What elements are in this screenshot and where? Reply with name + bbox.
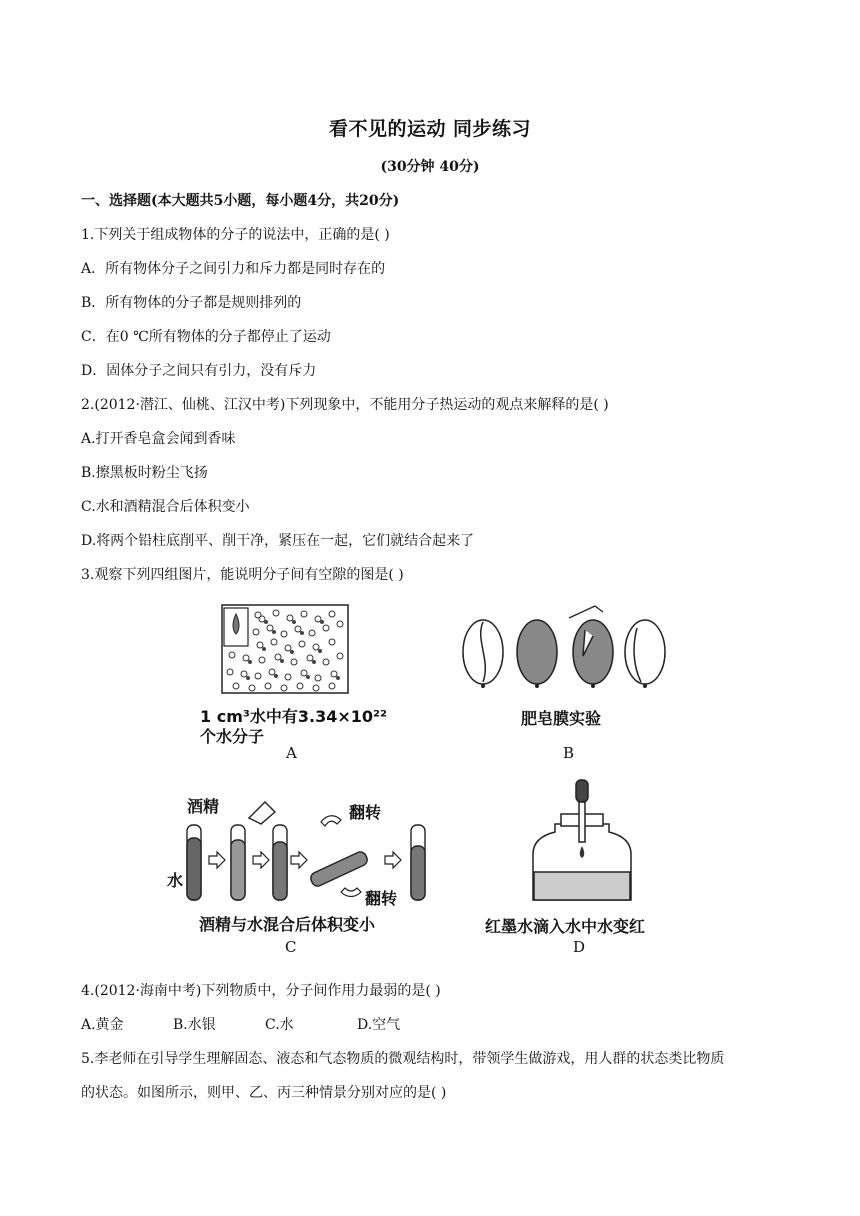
figure-c-letter: C — [285, 938, 297, 956]
q5-stem-line2: 的状态。如图所示，则甲、乙、丙三种情景分别对应的是( ) — [81, 1085, 447, 1101]
q4-stem: 4.(2012·海南中考)下列物质中，分子间作用力最弱的是( ) — [81, 983, 441, 999]
ink-in-water-diagram — [485, 776, 695, 906]
q2-option-b: B.擦黑板时粉尘飞扬 — [81, 465, 208, 481]
q1-option-d: D．固体分子之间只有引力，没有斥力 — [81, 363, 317, 379]
q4-option-c: C.水 — [265, 1017, 294, 1033]
q5-stem-line1: 5.李老师在引导学生理解固态、液态和气态物质的微观结构时，带领学生做游戏，用人群的状态类比物质 — [81, 1051, 725, 1067]
water-molecules-diagram — [200, 600, 400, 710]
figure-b-letter: B — [563, 744, 575, 762]
section-heading: 一、选择题(本大题共5小题，每小题4分，共20分) — [81, 193, 400, 209]
q1-option-c: C．在0 ℃所有物体的分子都停止了运动 — [81, 329, 331, 345]
figure-d-caption: 红墨水滴入水中水变红 — [485, 917, 646, 936]
q1-stem: 1.下列关于组成物体的分子的说法中，正确的是( ) — [81, 227, 390, 243]
figure-a-caption-line1: 1 cm³水中有3.34×10²² — [200, 707, 388, 726]
q2-stem: 2.(2012·潜江、仙桃、江汉中考)下列现象中，不能用分子热运动的观点来解释的是( ) — [81, 397, 609, 413]
q4-options — [81, 1014, 400, 1034]
soap-film-diagram — [455, 600, 685, 695]
q1-option-a: A．所有物体分子之间引力和斥力都是同时存在的 — [81, 261, 386, 277]
q2-option-a: A.打开香皂盒会闻到香味 — [81, 431, 236, 447]
page-title: 看不见的运动 同步练习 — [328, 118, 532, 140]
q4-option-d: D.空气 — [357, 1017, 401, 1033]
q2-option-c: C.水和酒精混合后体积变小 — [81, 499, 250, 515]
figure-b-caption: 肥皂膜实验 — [521, 709, 602, 728]
figure-c-caption: 酒精与水混合后体积变小 — [199, 915, 376, 934]
label-water: 水 — [167, 871, 184, 890]
q4-option-b: B.水银 — [173, 1017, 216, 1033]
label-flip-top: 翻转 — [349, 803, 382, 822]
q3-stem: 3.观察下列四组图片，能说明分子间有空隙的图是( ) — [81, 567, 404, 583]
q2-option-d: D.将两个铅柱底削平、削干净，紧压在一起，它们就结合起来了 — [81, 533, 475, 549]
q4-option-a: A.黄金 — [81, 1017, 124, 1033]
figure-d-letter: D — [573, 938, 586, 956]
time-score-info: (30分钟 40分) — [380, 159, 480, 175]
figure-b — [455, 600, 685, 765]
q1-option-b: B．所有物体的分子都是规则排列的 — [81, 295, 302, 311]
figure-d — [485, 776, 695, 960]
figure-a-caption-line2: 个水分子 — [200, 727, 265, 746]
figure-a-letter: A — [286, 744, 297, 762]
label-flip-bottom: 翻转 — [365, 889, 398, 908]
figure-a — [200, 600, 400, 765]
label-alcohol: 酒精 — [187, 797, 220, 816]
figure-c — [165, 780, 435, 960]
